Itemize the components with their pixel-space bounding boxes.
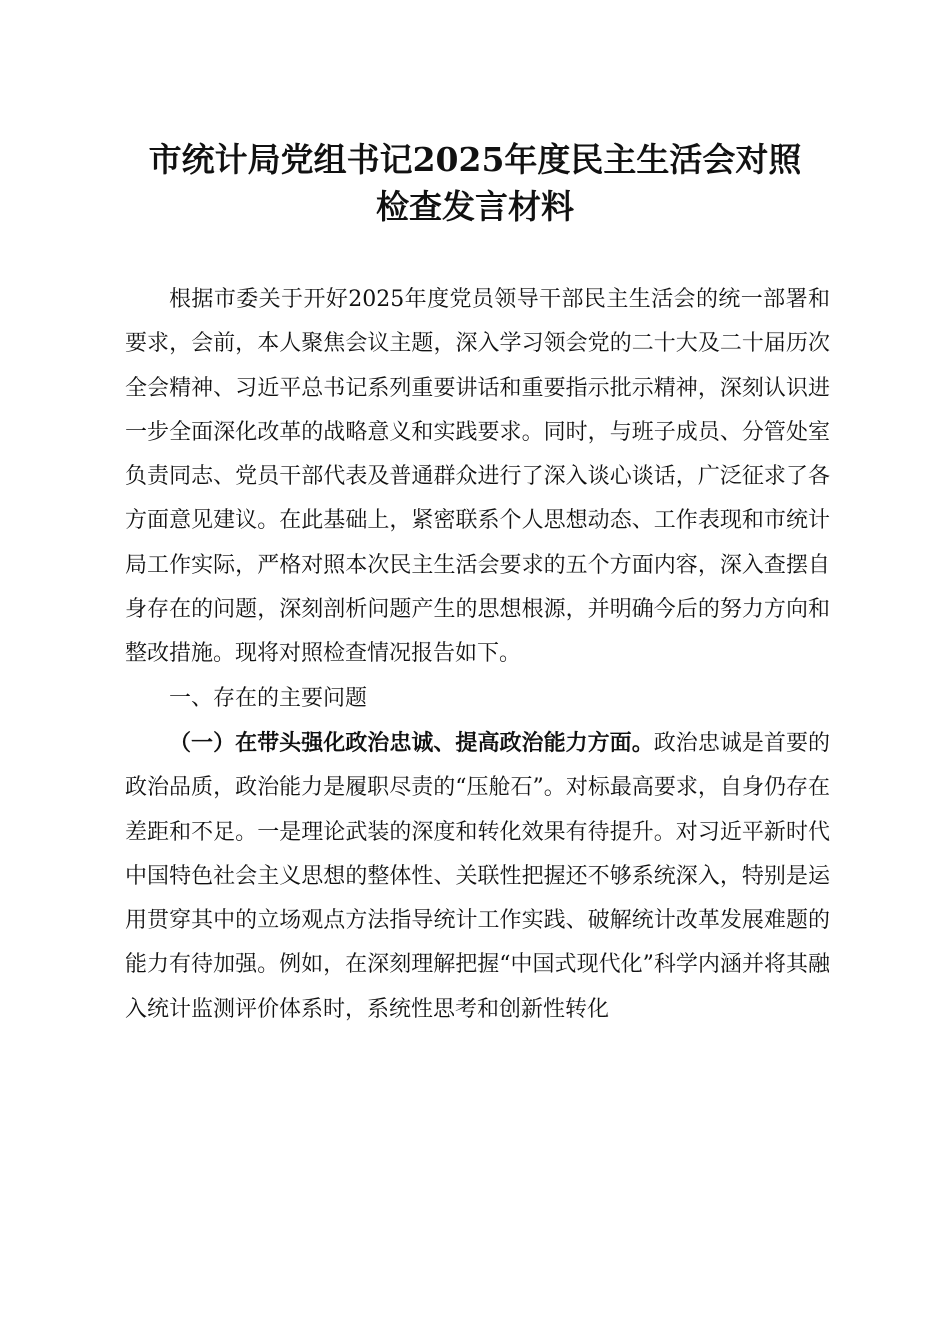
section-heading: 一、存在的主要问题	[169, 685, 368, 711]
document-body	[125, 278, 830, 1032]
subsection-paragraph	[125, 721, 830, 1032]
title-line-2: 检查发言材料	[376, 187, 574, 226]
intro-paragraph: 根据市委关于开好2025年度党员领导干部民主生活会的统一部署和要求，会前，本人聚焦会议主题，深入学习领会党的二十大及二十届历次全会精神、习近平总书记系列重要讲话和重要指示批示精神，深刻认识进一步全面深化改革的战略意义和实践要求。同时，与班子成员、分管处室负责同志、党员干部代表及普通群众进行了深入谈心谈话，广泛征求了各方面意见建议。在此基础上，紧密联系个人思想动态、工作表现和市统计局工作实际，严格对照本次民主生活会要求的五个方面内容，深入查摆自身存在的问题，深刻剖析问题产生的思想根源，并明确今后的努力方向和整改措施。现将对照检查情况报告如下。	[125, 287, 830, 667]
title-line-1: 市统计局党组书记2025年度民主生活会对照	[148, 140, 802, 179]
document-title	[120, 136, 830, 230]
subsection-heading: （一）在带头强化政治忠诚、提高政治能力方面。	[169, 729, 654, 756]
subsection-text: 政治忠诚是首要的政治品质，政治能力是履职尽责的“压舱石”。对标最高要求，自身仍存在差距和不足。一是理论武装的深度和转化效果有待提升。对习近平新时代中国特色社会主义思想的整体性、关联性把握还不够系统深入，特别是运用贯穿其中的立场观点方法指导统计工作实践、破解统计改革发展难题的能力有待加强。例如，在深刻理解把握“中国式现代化”科学内涵并将其融入统计监测评价体系时，系统性思考和创新性转化	[125, 730, 830, 1022]
